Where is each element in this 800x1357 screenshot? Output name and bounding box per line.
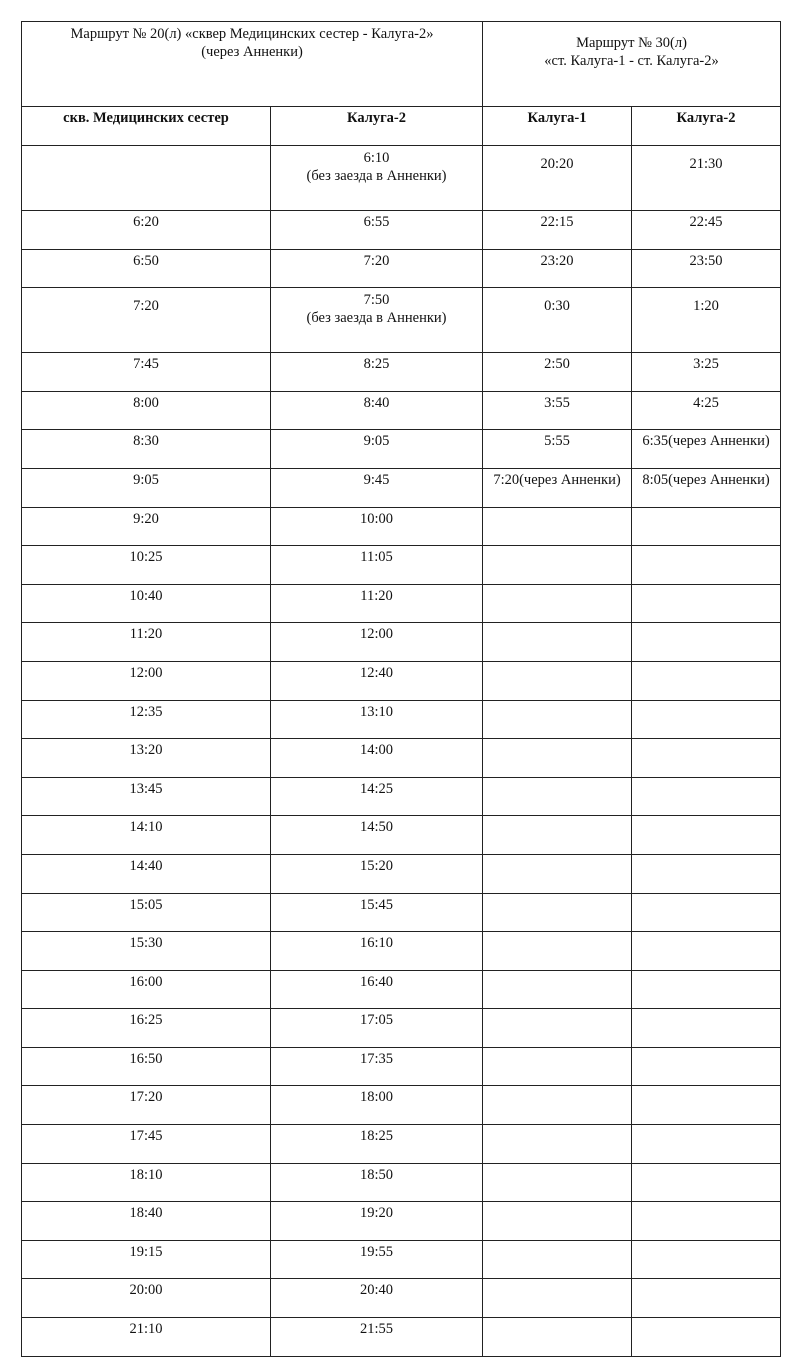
route-20-departure-cell <box>22 1240 271 1279</box>
route-20-departure-cell-time: 15:05 <box>129 896 163 913</box>
route-20-arrival-note: (без заезда в Анненки) <box>306 310 447 327</box>
route-20-departure-cell <box>22 816 271 855</box>
route-20-header <box>22 22 483 107</box>
route-30-departure-cell <box>483 1086 632 1125</box>
route-30-arrival-cell <box>632 1279 781 1318</box>
route-20-arrival-cell-time: 11:20 <box>360 587 393 604</box>
schedule-row <box>22 353 781 392</box>
route-20-departure-cell <box>22 430 271 469</box>
route-20-arrival-cell <box>271 970 483 1009</box>
route-30-departure-cell-time: 23:20 <box>540 252 574 269</box>
schedule-row <box>22 777 781 816</box>
route-20-departure-cell-time: 18:10 <box>129 1166 163 1183</box>
route-20-arrival-cell-time: 20:40 <box>359 1282 394 1299</box>
route-20-arrival-cell <box>271 430 483 469</box>
route-20-arrival-cell <box>271 1202 483 1241</box>
schedule-row <box>22 1009 781 1048</box>
route-30-departure-cell <box>483 854 632 893</box>
route-30-departure-cell <box>483 584 632 623</box>
route-30-arrival-cell-time: 23:50 <box>689 252 723 269</box>
route-20-departure-cell <box>22 391 271 430</box>
route-20-arrival-cell-time: 7:20 <box>363 252 390 269</box>
route-20-departure-cell <box>22 1125 271 1164</box>
route-30-departure-cell <box>483 430 632 469</box>
route-30-arrival-cell <box>632 288 781 353</box>
route-30-departure-cell <box>483 893 632 932</box>
route-30-arrival-cell <box>632 1318 781 1357</box>
route-20-arrival-cell-time: 12:40 <box>359 664 394 681</box>
route-20-arrival-cell <box>271 391 483 430</box>
route-20-arrival-cell-time: 7:50 <box>363 292 390 309</box>
route-30-arrival-cell-time: 3:25 <box>693 356 719 373</box>
route-20-departure-cell-time: 20:00 <box>129 1282 163 1299</box>
route-20-arrival-cell <box>271 288 483 353</box>
route-20-arrival-cell <box>271 623 483 662</box>
route-20-departure-cell <box>22 211 271 250</box>
route-30-arrival-cell <box>632 391 781 430</box>
schedule-table <box>21 21 781 1357</box>
route-20-departure-cell <box>22 700 271 739</box>
route-30-departure-cell <box>483 970 632 1009</box>
route-20-arrival-note: (без заезда в Анненки) <box>306 168 447 184</box>
route-20-arrival-cell <box>271 854 483 893</box>
schedule-row <box>22 1047 781 1086</box>
route-20-departure-cell <box>22 1047 271 1086</box>
route-30-departure-cell <box>483 1009 632 1048</box>
route-20-departure-cell-time: 13:20 <box>129 742 163 759</box>
schedule-row <box>22 854 781 893</box>
schedule-row <box>22 1318 781 1357</box>
route-20-arrival-cell-time: 10:00 <box>359 510 394 527</box>
route-30-departure-cell <box>483 288 632 353</box>
route-20-arrival-cell <box>271 146 483 211</box>
route-20-departure-cell-time: 7:45 <box>133 356 159 373</box>
route-30-departure-cell <box>483 623 632 662</box>
route-header-row <box>22 22 781 107</box>
route-30-departure-cell <box>483 777 632 816</box>
route-30-arrival-cell <box>632 1125 781 1164</box>
route-20-departure-cell <box>22 623 271 662</box>
route-20-arrival-cell <box>271 661 483 700</box>
route-20-departure-cell <box>22 1279 271 1318</box>
route-30-departure-cell <box>483 1318 632 1357</box>
route-20-stop-from: скв. Медицинских сестер <box>22 107 271 146</box>
route-30-arrival-cell-time: 4:25 <box>693 394 719 411</box>
route-20-departure-cell-time: 9:05 <box>133 471 159 488</box>
route-20-arrival-cell <box>271 739 483 778</box>
route-20-departure-cell <box>22 932 271 971</box>
route-30-departure-cell <box>483 1240 632 1279</box>
schedule-row <box>22 430 781 469</box>
route-20-departure-cell-time: 15:30 <box>129 935 163 952</box>
route-30-arrival-cell <box>632 146 781 211</box>
route-20-departure-cell <box>22 777 271 816</box>
route-30-arrival-cell <box>632 854 781 893</box>
route-30-departure-cell-time: 3:55 <box>544 394 570 411</box>
route-20-arrival-cell-time: 11:05 <box>360 549 393 566</box>
route-20-arrival-cell-time: 18:00 <box>359 1089 394 1106</box>
route-20-arrival-cell <box>271 468 483 507</box>
schedule-row <box>22 507 781 546</box>
route-20-departure-cell <box>22 1163 271 1202</box>
route-20-departure-cell-time: 7:20 <box>133 298 159 315</box>
route-30-departure-cell <box>483 1202 632 1241</box>
route-20-departure-cell-time: 17:45 <box>129 1128 163 1145</box>
route-20-subtitle: (через Анненки) <box>201 44 303 60</box>
route-20-departure-cell <box>22 1086 271 1125</box>
route-30-arrival-cell <box>632 661 781 700</box>
route-30-arrival-cell-time: 6:35(через Анненки) <box>642 433 770 450</box>
route-30-arrival-cell <box>632 816 781 855</box>
route-20-arrival-cell-time: 14:50 <box>359 819 394 836</box>
route-30-arrival-cell <box>632 777 781 816</box>
route-30-departure-cell <box>483 932 632 971</box>
route-30-arrival-cell <box>632 893 781 932</box>
route-30-stop-to: Калуга-2 <box>632 107 781 146</box>
route-20-departure-cell <box>22 468 271 507</box>
route-20-arrival-cell <box>271 932 483 971</box>
schedule-row <box>22 932 781 971</box>
route-20-departure-cell-time: 10:40 <box>129 587 163 604</box>
schedule-row <box>22 1240 781 1279</box>
route-20-arrival-cell <box>271 777 483 816</box>
route-20-arrival-cell-time: 19:20 <box>359 1205 394 1222</box>
route-20-arrival-cell <box>271 584 483 623</box>
route-30-arrival-cell <box>632 1009 781 1048</box>
route-20-departure-cell-time: 12:35 <box>129 703 163 720</box>
route-20-arrival-cell-time: 12:00 <box>359 626 394 643</box>
route-20-arrival-cell-time: 19:55 <box>359 1243 394 1260</box>
route-30-arrival-cell <box>632 353 781 392</box>
schedule-row <box>22 623 781 662</box>
route-20-arrival-cell <box>271 1318 483 1357</box>
route-30-departure-cell <box>483 816 632 855</box>
route-20-arrival-cell <box>271 893 483 932</box>
route-20-arrival-cell <box>271 816 483 855</box>
route-20-arrival-cell <box>271 1240 483 1279</box>
route-20-departure-cell <box>22 661 271 700</box>
schedule-row <box>22 146 781 211</box>
route-30-departure-cell <box>483 1163 632 1202</box>
route-30-departure-cell <box>483 546 632 585</box>
route-20-arrival-cell <box>271 1009 483 1048</box>
route-20-arrival-cell-time: 17:05 <box>359 1012 394 1029</box>
route-30-arrival-cell <box>632 1202 781 1241</box>
route-20-departure-cell-time: 13:45 <box>129 780 163 797</box>
route-20-departure-cell <box>22 970 271 1009</box>
route-20-arrival-cell-time: 13:10 <box>359 703 394 720</box>
schedule-row <box>22 1086 781 1125</box>
route-30-arrival-cell <box>632 1047 781 1086</box>
route-30-arrival-cell-time: 22:45 <box>689 214 723 230</box>
route-30-departure-cell <box>483 1047 632 1086</box>
route-30-departure-cell <box>483 353 632 392</box>
route-20-arrival-cell <box>271 1163 483 1202</box>
route-20-arrival-cell <box>271 1086 483 1125</box>
route-20-departure-cell-time: 9:20 <box>133 510 159 527</box>
route-20-departure-cell-time: 17:20 <box>129 1089 163 1106</box>
route-30-departure-cell <box>483 507 632 546</box>
route-30-arrival-cell <box>632 430 781 469</box>
route-20-arrival-cell-time: 21:55 <box>359 1321 394 1338</box>
route-20-departure-cell <box>22 1318 271 1357</box>
route-20-departure-cell-time: 19:15 <box>129 1243 163 1260</box>
schedule-row <box>22 893 781 932</box>
schedule-row <box>22 1163 781 1202</box>
route-30-departure-cell-time: 5:55 <box>544 433 570 450</box>
route-20-departure-cell <box>22 249 271 288</box>
route-20-arrival-cell-time: 18:50 <box>359 1166 394 1183</box>
route-20-stop-to: Калуга-2 <box>271 107 483 146</box>
route-30-arrival-cell <box>632 1086 781 1125</box>
schedule-row <box>22 468 781 507</box>
schedule-row <box>22 1125 781 1164</box>
route-20-departure-cell-time: 6:50 <box>133 252 159 269</box>
schedule-row <box>22 1279 781 1318</box>
route-20-title: Маршрут № 20(л) «сквер Медицинских сестер - Калуга-2» <box>70 26 434 42</box>
route-20-arrival-cell <box>271 546 483 585</box>
route-20-arrival-cell <box>271 507 483 546</box>
route-20-arrival-cell-time: 6:55 <box>363 214 390 230</box>
route-30-arrival-cell <box>632 211 781 250</box>
schedule-row <box>22 661 781 700</box>
route-20-arrival-cell-time: 15:20 <box>359 857 394 874</box>
route-20-arrival-cell-time: 17:35 <box>359 1050 394 1067</box>
route-30-arrival-cell <box>632 932 781 971</box>
route-30-departure-cell <box>483 739 632 778</box>
schedule-row <box>22 970 781 1009</box>
route-20-departure-cell <box>22 854 271 893</box>
schedule-row <box>22 700 781 739</box>
route-30-arrival-cell <box>632 249 781 288</box>
route-20-departure-cell <box>22 1202 271 1241</box>
route-30-departure-cell-time: 20:20 <box>540 156 574 172</box>
route-30-departure-cell <box>483 1279 632 1318</box>
route-30-departure-cell-time: 0:30 <box>544 298 570 315</box>
route-20-departure-cell-time: 16:00 <box>129 973 163 990</box>
route-20-arrival-cell <box>271 249 483 288</box>
route-30-header <box>483 22 781 107</box>
route-20-arrival-cell <box>271 1125 483 1164</box>
stop-header-row <box>22 107 781 146</box>
route-20-departure-cell <box>22 546 271 585</box>
route-20-arrival-cell-time: 15:45 <box>359 896 394 913</box>
schedule-row <box>22 391 781 430</box>
route-30-arrival-cell-time: 8:05(через Анненки) <box>642 471 770 488</box>
route-20-arrival-cell-time: 6:10 <box>363 150 390 166</box>
route-30-arrival-cell <box>632 546 781 585</box>
schedule-row <box>22 288 781 353</box>
route-30-departure-cell <box>483 1125 632 1164</box>
route-20-departure-cell-time: 21:10 <box>129 1321 163 1338</box>
route-30-departure-cell <box>483 249 632 288</box>
route-30-arrival-cell <box>632 739 781 778</box>
route-20-arrival-cell-time: 8:40 <box>363 394 390 411</box>
route-20-arrival-cell <box>271 1047 483 1086</box>
route-20-arrival-cell <box>271 1279 483 1318</box>
route-30-arrival-cell <box>632 970 781 1009</box>
route-20-departure-cell-time: 14:10 <box>129 819 163 836</box>
route-20-departure-cell <box>22 739 271 778</box>
route-30-arrival-cell-time: 21:30 <box>689 156 723 172</box>
route-30-arrival-cell <box>632 507 781 546</box>
schedule-row <box>22 1202 781 1241</box>
schedule-row <box>22 584 781 623</box>
route-20-departure-cell-time: 8:30 <box>133 433 159 450</box>
schedule-row <box>22 546 781 585</box>
route-30-arrival-cell <box>632 584 781 623</box>
route-20-departure-cell <box>22 507 271 546</box>
route-20-arrival-cell-time: 9:45 <box>363 471 390 488</box>
route-20-departure-cell-time: 10:25 <box>129 549 163 566</box>
route-20-arrival-cell <box>271 700 483 739</box>
route-20-arrival-cell-time: 14:25 <box>359 780 394 797</box>
route-20-departure-cell <box>22 584 271 623</box>
route-20-departure-cell <box>22 288 271 353</box>
route-20-departure-cell <box>22 1009 271 1048</box>
schedule-row <box>22 739 781 778</box>
route-30-departure-cell-time: 2:50 <box>544 356 570 373</box>
route-30-arrival-cell <box>632 468 781 507</box>
route-30-departure-cell <box>483 146 632 211</box>
route-20-departure-cell-time: 16:25 <box>129 1012 163 1029</box>
route-30-departure-cell <box>483 661 632 700</box>
route-30-departure-cell <box>483 211 632 250</box>
route-20-arrival-cell-time: 8:25 <box>363 356 390 373</box>
route-30-arrival-cell <box>632 700 781 739</box>
route-20-departure-cell-time: 11:20 <box>129 626 163 643</box>
route-30-stop-from: Калуга-1 <box>483 107 632 146</box>
route-30-arrival-cell-time: 1:20 <box>693 298 719 315</box>
route-20-arrival-cell-time: 16:10 <box>359 935 394 952</box>
route-30-arrival-cell <box>632 1163 781 1202</box>
route-30-arrival-cell <box>632 623 781 662</box>
route-20-departure-cell <box>22 146 271 211</box>
route-30-departure-cell <box>483 468 632 507</box>
route-30-title: Маршрут № 30(л) <box>576 35 687 51</box>
schedule-row <box>22 249 781 288</box>
route-20-departure-cell-time: 12:00 <box>129 664 163 681</box>
route-30-arrival-cell <box>632 1240 781 1279</box>
route-20-departure-cell-time: 18:40 <box>129 1205 163 1222</box>
route-20-arrival-cell <box>271 353 483 392</box>
route-30-departure-cell-time: 7:20(через Анненки) <box>493 471 621 488</box>
route-30-departure-cell <box>483 391 632 430</box>
schedule-row <box>22 816 781 855</box>
route-30-subtitle: «ст. Калуга-1 - ст. Калуга-2» <box>544 53 719 69</box>
route-20-arrival-cell-time: 14:00 <box>359 742 394 759</box>
route-20-arrival-cell <box>271 211 483 250</box>
route-20-departure-cell <box>22 893 271 932</box>
route-20-departure-cell-time: 8:00 <box>133 394 159 411</box>
route-30-departure-cell <box>483 700 632 739</box>
schedule-row <box>22 211 781 250</box>
route-20-arrival-cell-time: 18:25 <box>359 1128 394 1145</box>
route-20-departure-cell <box>22 353 271 392</box>
route-20-arrival-cell-time: 9:05 <box>363 433 390 450</box>
route-30-departure-cell-time: 22:15 <box>540 214 574 230</box>
route-20-arrival-cell-time: 16:40 <box>359 973 394 990</box>
route-20-departure-cell-time: 16:50 <box>129 1050 163 1067</box>
route-20-departure-cell-time: 14:40 <box>129 857 163 874</box>
route-20-departure-cell-time: 6:20 <box>133 214 159 230</box>
schedule-body <box>22 146 781 1357</box>
